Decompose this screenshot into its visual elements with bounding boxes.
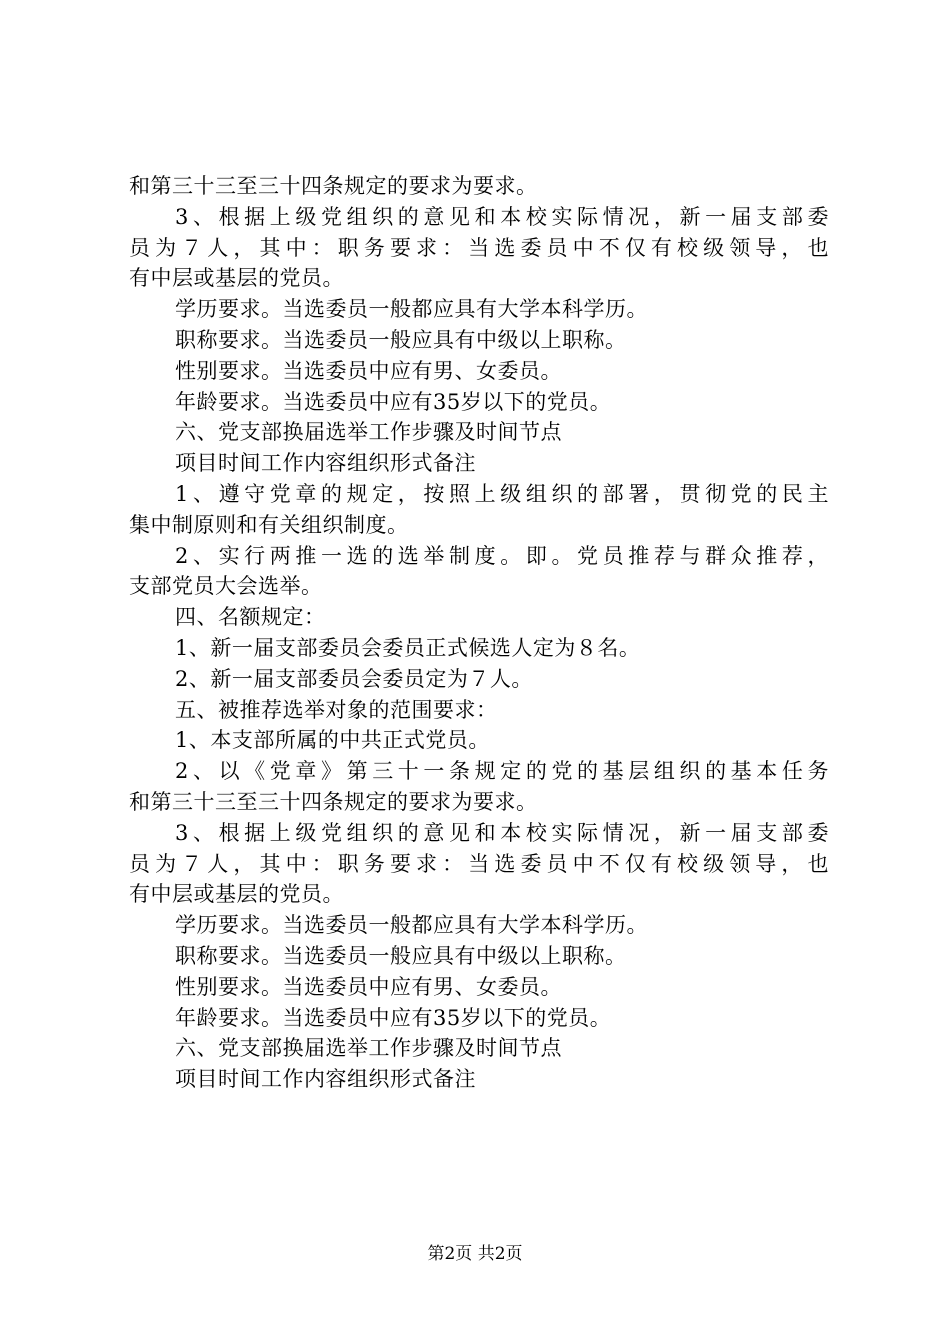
text-line: 支部党员大会选举。 [129, 574, 323, 599]
text-line: 项目时间工作内容组织形式备注 [175, 451, 476, 476]
text-line: 六、党支部换届选举工作步骤及时间节点 [175, 420, 562, 445]
text-line: 职称要求。当选委员一般应具有中级以上职称。 [175, 943, 627, 968]
text-line: 3、根据上级党组织的意见和本校实际情况，新一届支部委 [175, 820, 829, 845]
text-line: 2、实行两推一选的选举制度。即。党员推荐与群众推荐， [175, 543, 829, 568]
text-line: 2、以《党章》第三十一条规定的党的基层组织的基本任务 [175, 759, 829, 784]
text-line: 职称要求。当选委员一般应具有中级以上职称。 [175, 327, 627, 352]
text-line: 性别要求。当选委员中应有男、女委员。 [175, 358, 562, 383]
text-line: 员为７人，其中：职务要求：当选委员中不仅有校级领导，也 [129, 851, 829, 876]
text-line: 1、遵守党章的规定，按照上级组织的部署，贯彻党的民主 [175, 481, 829, 506]
text-line: 学历要求。当选委员一般都应具有大学本科学历。 [175, 297, 648, 322]
text-line: 和第三十三至三十四条规定的要求为要求。 [129, 789, 538, 814]
text-line: 年龄要求。当选委员中应有35岁以下的党员。 [175, 1005, 612, 1030]
text-line: 2、新一届支部委员会委员定为７人。 [175, 666, 533, 691]
text-line: 项目时间工作内容组织形式备注 [175, 1067, 476, 1092]
document-body [129, 171, 829, 1095]
text-line: 1、新一届支部委员会委员正式候选人定为８名。 [175, 635, 641, 660]
text-line: 性别要求。当选委员中应有男、女委员。 [175, 974, 562, 999]
text-line: 员为７人，其中：职务要求：当选委员中不仅有校级领导，也 [129, 235, 829, 260]
text-line: 六、党支部换届选举工作步骤及时间节点 [175, 1036, 562, 1061]
page-footer: 第2页 共2页 [427, 1244, 523, 1264]
text-line: 学历要求。当选委员一般都应具有大学本科学历。 [175, 913, 648, 938]
text-line: 年龄要求。当选委员中应有35岁以下的党员。 [175, 389, 612, 414]
text-line: 有中层或基层的党员。 [129, 882, 344, 907]
text-line: 集中制原则和有关组织制度。 [129, 512, 409, 537]
text-line: 1、本支部所属的中共正式党员。 [175, 728, 490, 753]
text-line: 有中层或基层的党员。 [129, 266, 344, 291]
text-line: 3、根据上级党组织的意见和本校实际情况，新一届支部委 [175, 204, 829, 229]
text-line: 五、被推荐选举对象的范围要求： [175, 697, 498, 722]
text-line: 和第三十三至三十四条规定的要求为要求。 [129, 174, 538, 198]
text-line: 四、名额规定： [175, 605, 326, 630]
